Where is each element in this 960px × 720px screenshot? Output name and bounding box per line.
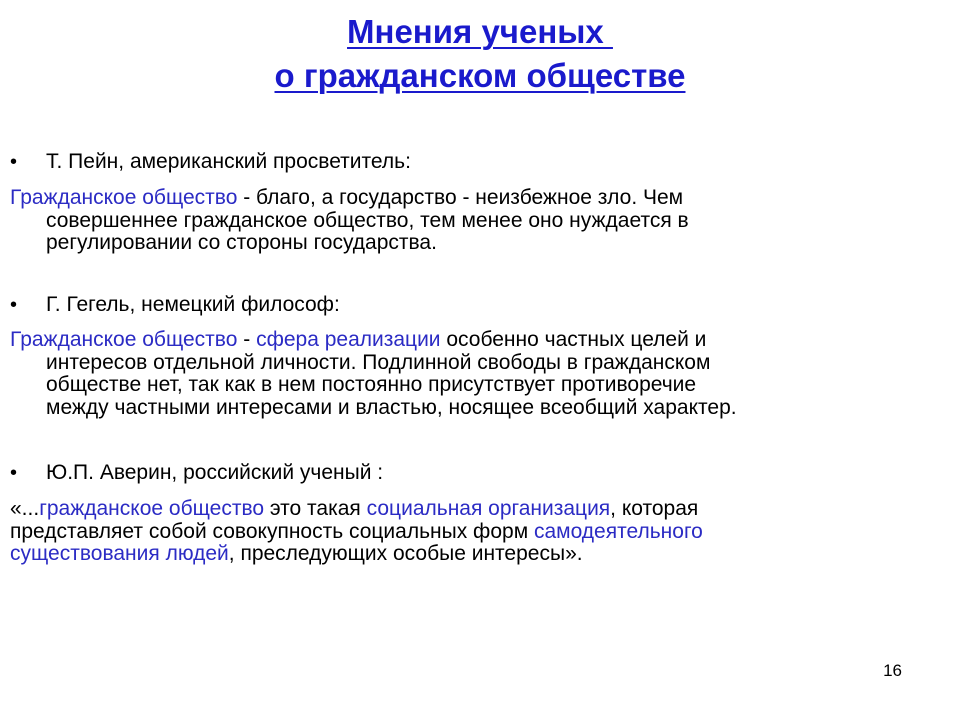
hegel-heading xyxy=(10,294,340,317)
paine-heading-text: Т. Пейн, американский просветитель: xyxy=(46,150,411,173)
averin-line-3: , преследующих особые интересы». xyxy=(228,542,583,565)
bullet-icon: • xyxy=(10,294,18,316)
averin-term-2: социальная организация xyxy=(366,497,611,520)
averin-open-quote: «... xyxy=(10,497,40,520)
hegel-dash: - xyxy=(237,328,257,351)
slide-title xyxy=(0,10,960,98)
paine-quote xyxy=(10,187,950,255)
paine-heading xyxy=(10,151,411,174)
averin-text-2: , которая xyxy=(610,497,699,520)
averin-text-1: это такая xyxy=(264,497,367,520)
paine-term: Гражданское общество xyxy=(10,186,238,209)
hegel-term: Гражданское общество xyxy=(10,328,238,351)
paine-line-3: регулировании со стороны государства. xyxy=(46,231,437,254)
averin-line-2: представляет собой совокупность социальных форм xyxy=(10,519,534,543)
title-line-2: о гражданском обществе xyxy=(274,57,686,94)
hegel-line-2: интересов отдельной личности. Подлинной свободы в гражданском xyxy=(46,350,711,374)
hegel-line-4: между частными интересами и властью, носящее всеобщий характер. xyxy=(46,395,737,419)
hegel-heading-text: Г. Гегель, немецкий философ: xyxy=(46,293,340,316)
averin-quote xyxy=(10,498,950,566)
averin-term: гражданское общество xyxy=(39,497,265,520)
title-line-1: Мнения ученых xyxy=(347,13,613,50)
averin-heading-text: Ю.П. Аверин, российский ученый : xyxy=(46,461,384,484)
averin-heading xyxy=(10,462,383,485)
hegel-line-3: обществе нет, так как в нем постоянно присутствует противоречие xyxy=(46,373,697,396)
averin-term-4: существования людей xyxy=(10,542,229,565)
page-number: 16 xyxy=(883,661,902,680)
hegel-line-1: особенно частных целей и xyxy=(440,328,707,351)
averin-term-3: самодеятельного xyxy=(533,519,703,543)
paine-line-2: совершеннее гражданское общество, тем менее оно нуждается в xyxy=(46,208,689,232)
hegel-quote xyxy=(10,329,950,419)
hegel-term-2: сфера реализации xyxy=(256,328,441,351)
bullet-icon: • xyxy=(10,151,18,173)
paine-line-1: - благо, а государство - неизбежное зло. Чем xyxy=(237,186,684,209)
bullet-icon: • xyxy=(10,462,18,484)
